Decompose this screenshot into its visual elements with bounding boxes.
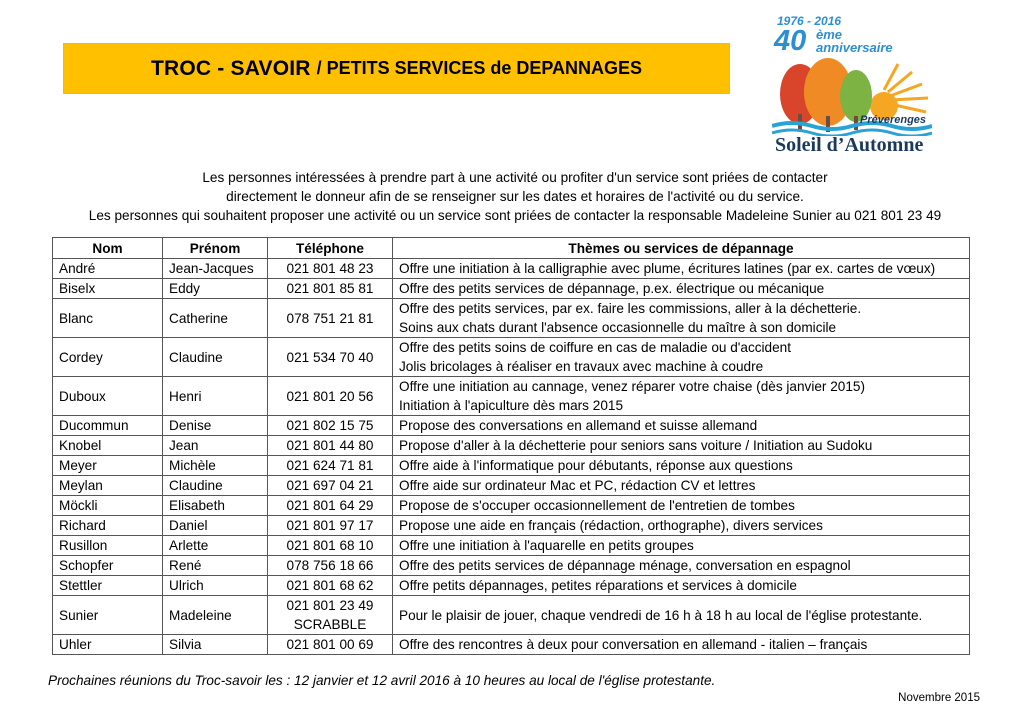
logo-forty: 40	[774, 25, 807, 57]
cell-telephone	[268, 536, 393, 556]
cell-nom: Schopfer	[53, 556, 163, 576]
cell-service	[393, 377, 970, 416]
cell-nom: Knobel	[53, 436, 163, 456]
cell-service	[393, 496, 970, 516]
header-telephone: Téléphone	[268, 238, 393, 259]
cell-telephone	[268, 576, 393, 596]
cell-telephone	[268, 556, 393, 576]
table-row	[53, 596, 970, 635]
logo-place: Préverenges	[860, 114, 927, 126]
logo-years: 1976 - 2016	[777, 14, 842, 28]
header-prenom: Prénom	[163, 238, 268, 259]
cell-telephone	[268, 596, 393, 635]
document-date: Novembre 2015	[898, 692, 980, 704]
service-line: Offre aide sur ordinateur Mac et PC, rédaction CV et lettres	[399, 478, 756, 493]
cell-telephone	[268, 279, 393, 299]
logo-name: Soleil d’Automne	[775, 134, 924, 156]
cell-prenom: Henri	[163, 377, 268, 416]
cell-service	[393, 596, 970, 635]
telephone-line: 021 801 64 29	[286, 498, 374, 513]
intro-text	[40, 168, 990, 225]
telephone-line: 021 697 04 21	[286, 478, 374, 493]
service-line: Propose d'aller à la déchetterie pour seniors sans voiture / Initiation au Sudoku	[399, 438, 873, 453]
cell-nom: Möckli	[53, 496, 163, 516]
cell-service	[393, 476, 970, 496]
service-line: Propose de s'occuper occasionnellement de l'entretien de tombes	[399, 498, 795, 513]
cell-prenom: René	[163, 556, 268, 576]
table-row	[53, 338, 970, 377]
telephone-line: 021 801 20 56	[286, 388, 374, 404]
service-line: Initiation à l'apiculture dès mars 2015	[399, 398, 623, 413]
cell-service	[393, 299, 970, 338]
service-line: Offre des petits services de dépannage, p.ex. électrique ou mécanique	[399, 281, 825, 296]
cell-nom: Ducommun	[53, 416, 163, 436]
service-line: Offre une initiation à la calligraphie avec plume, écritures latines (par ex. cartes de vœux)	[399, 261, 936, 276]
intro-line: directement le donneur afin de se renseigner sur les dates et horaires de l'activité ou du service.	[226, 189, 804, 204]
telephone-line: 021 801 00 69	[286, 637, 374, 652]
cell-telephone	[268, 516, 393, 536]
header-services: Thèmes ou services de dépannage	[393, 238, 970, 259]
header-nom: Nom	[53, 238, 163, 259]
table-row	[53, 456, 970, 476]
cell-nom: Meyer	[53, 456, 163, 476]
title-sub: / PETITS SERVICES de DEPANNAGES	[316, 58, 643, 78]
table-row	[53, 436, 970, 456]
cell-prenom: Denise	[163, 416, 268, 436]
cell-prenom: Catherine	[163, 299, 268, 338]
telephone-line: 021 801 44 80	[286, 438, 374, 453]
cell-prenom: Jean	[163, 436, 268, 456]
cell-nom: Blanc	[53, 299, 163, 338]
cell-service	[393, 516, 970, 536]
table-row	[53, 556, 970, 576]
cell-telephone	[268, 436, 393, 456]
table-row	[53, 299, 970, 338]
telephone-line: 021 802 15 75	[286, 418, 374, 433]
cell-nom: Cordey	[53, 338, 163, 377]
table-row	[53, 377, 970, 416]
telephone-line: 021 801 48 23	[286, 261, 374, 276]
telephone-line: 021 801 23 49	[286, 598, 374, 613]
cell-service	[393, 259, 970, 279]
table-row	[53, 476, 970, 496]
logo-eme: ème	[816, 27, 843, 42]
cell-telephone	[268, 476, 393, 496]
intro-line: Les personnes qui souhaitent proposer une activité ou un service sont priées de contacter la responsable Madeleine Sunier au 021 801 23 49	[88, 208, 942, 223]
cell-nom: Duboux	[53, 377, 163, 416]
cell-prenom: Daniel	[163, 516, 268, 536]
cell-prenom: Claudine	[163, 476, 268, 496]
cell-service	[393, 576, 970, 596]
service-line: Offre des petits soins de coiffure en cas de maladie ou d'accident	[399, 340, 792, 355]
intro-line: Les personnes intéressées à prendre part à une activité ou profiter d'un service sont priées de contacter	[202, 170, 828, 185]
cell-service	[393, 635, 970, 655]
cell-prenom: Silvia	[163, 635, 268, 655]
telephone-line: 021 801 85 81	[286, 281, 374, 296]
telephone-line: 078 756 18 66	[286, 558, 374, 573]
service-line: Soins aux chats durant l'absence occasionnelle du maître à son domicile	[399, 320, 837, 335]
logo-anniversary: anniversaire	[816, 40, 893, 55]
service-line: Offre des rencontres à deux pour conversation en allemand - italien – français	[399, 637, 868, 652]
cell-nom: Rusillon	[53, 536, 163, 556]
cell-prenom: Eddy	[163, 279, 268, 299]
telephone-line: SCRABBLE	[293, 617, 367, 632]
cell-nom: Biselx	[53, 279, 163, 299]
title-main: TROC - SAVOIR	[150, 56, 311, 80]
cell-prenom: Claudine	[163, 338, 268, 377]
telephone-line: 078 751 21 81	[286, 310, 374, 326]
table-row	[53, 259, 970, 279]
table-header-row	[53, 238, 970, 259]
table-row	[53, 635, 970, 655]
cell-telephone	[268, 496, 393, 516]
telephone-line: 021 534 70 40	[286, 349, 374, 365]
cell-prenom: Ulrich	[163, 576, 268, 596]
cell-nom: Richard	[53, 516, 163, 536]
service-line: Offre des petits services de dépannage ménage, conversation en espagnol	[399, 558, 851, 573]
telephone-line: 021 801 97 17	[286, 518, 374, 533]
cell-service	[393, 556, 970, 576]
table-row	[53, 416, 970, 436]
cell-nom: Stettler	[53, 576, 163, 596]
cell-prenom: Madeleine	[163, 596, 268, 635]
cell-prenom: Elisabeth	[163, 496, 268, 516]
service-line: Offre aide à l'informatique pour débutants, réponse aux questions	[399, 458, 793, 473]
cell-service	[393, 536, 970, 556]
service-line: Offre petits dépannages, petites réparations et services à domicile	[399, 578, 797, 593]
table-row	[53, 496, 970, 516]
service-line: Propose une aide en français (rédaction, orthographe), divers services	[399, 518, 823, 533]
table-row	[53, 279, 970, 299]
logo	[772, 14, 932, 159]
service-line: Jolis bricolages à réaliser en travaux avec machine à coudre	[399, 359, 764, 374]
service-line: Offre des petits services, par ex. faire les commissions, aller à la déchetterie.	[399, 301, 862, 316]
footer-note: Prochaines réunions du Troc-savoir les : 12 janvier et 12 avril 2016 à 10 heures au local de l'église protestante.	[48, 673, 716, 688]
telephone-line: 021 801 68 10	[286, 538, 374, 553]
cell-telephone	[268, 377, 393, 416]
table-row	[53, 516, 970, 536]
cell-telephone	[268, 299, 393, 338]
cell-nom: Meylan	[53, 476, 163, 496]
table-row	[53, 536, 970, 556]
cell-nom: Uhler	[53, 635, 163, 655]
service-line: Propose des conversations en allemand et suisse allemand	[399, 418, 758, 433]
cell-telephone	[268, 635, 393, 655]
cell-nom: Sunier	[53, 596, 163, 635]
cell-service	[393, 279, 970, 299]
table-row	[53, 576, 970, 596]
service-line: Pour le plaisir de jouer, chaque vendredi de 16 h à 18 h au local de l'église protestante.	[399, 607, 923, 623]
cell-telephone	[268, 338, 393, 377]
cell-nom: André	[53, 259, 163, 279]
table-body	[53, 259, 970, 655]
cell-service	[393, 436, 970, 456]
services-table	[52, 237, 970, 655]
cell-telephone	[268, 416, 393, 436]
cell-prenom: Michèle	[163, 456, 268, 476]
cell-telephone	[268, 456, 393, 476]
service-line: Offre une initiation au cannage, venez réparer votre chaise (dès janvier 2015)	[399, 379, 865, 394]
title-banner	[63, 43, 730, 94]
telephone-line: 021 624 71 81	[286, 458, 374, 473]
cell-service	[393, 416, 970, 436]
cell-prenom: Arlette	[163, 536, 268, 556]
cell-telephone	[268, 259, 393, 279]
service-line: Offre une initiation à l'aquarelle en petits groupes	[399, 538, 694, 553]
cell-service	[393, 338, 970, 377]
telephone-line: 021 801 68 62	[286, 578, 374, 593]
cell-prenom: Jean-Jacques	[163, 259, 268, 279]
cell-service	[393, 456, 970, 476]
